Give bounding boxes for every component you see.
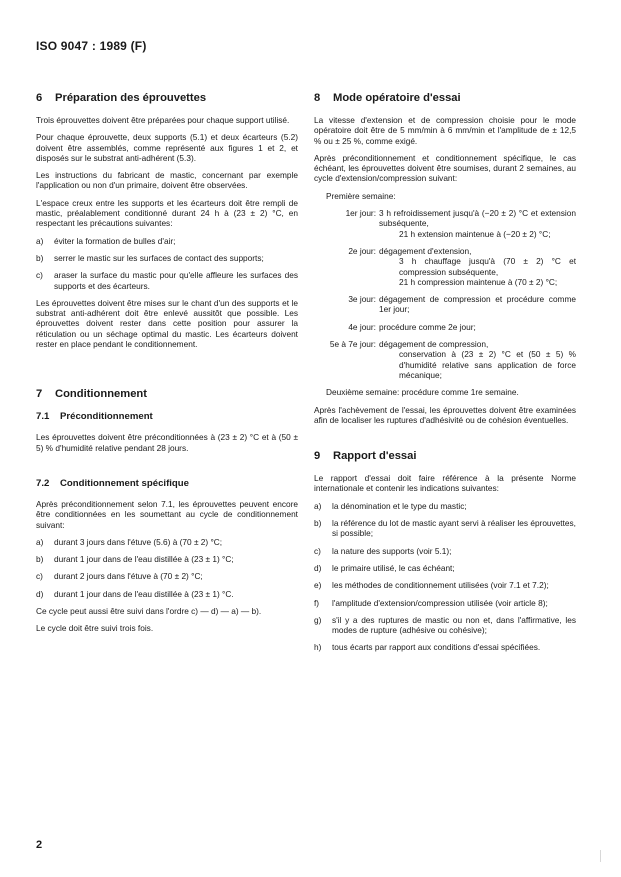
list-item: e) les méthodes de conditionnement utilisées (voir 7.1 et 7.2); — [314, 580, 549, 591]
list-item: d) durant 1 jour dans de l'eau distillée à (23 ± 1) °C. — [36, 588, 234, 599]
paragraph: Ce cycle peut aussi être suivi dans l'ordre c) — d) — a) — b). — [36, 606, 262, 617]
section-number: 6 — [36, 92, 43, 104]
section-number: 9 — [314, 450, 321, 463]
cycle-day: 5e à 7e jour: dégagement de compression, conservation à (23 ± 2) °C et (50 ± 5) % d'humidité relative sans application de force mécanique; — [314, 339, 576, 380]
section-6-heading — [36, 92, 298, 105]
paragraph: Les éprouvettes doivent être mises sur le chant d'un des supports et le substrat anti-adhérent doit être enlevé aussitôt que possible. Les éprouvettes doivent rester dans cette position pour assurer la réticulation ou un séchage optimal du mastic. Les écarteurs doivent rester en place pendant le conditionnement. — [36, 297, 298, 350]
cycle-day: 4e jour: procédure comme 2e jour; — [314, 322, 576, 332]
section-title: Conditionnement — [55, 388, 147, 401]
section-title: Rapport d'essai — [333, 450, 417, 463]
list-item: a) la dénomination et le type du mastic; — [314, 500, 467, 511]
list-item: b) serrer le mastic sur les surfaces de contact des supports; — [36, 252, 264, 263]
list-item: b) durant 1 jour dans de l'eau distillée à (23 ± 1) °C; — [36, 554, 234, 565]
cycle-day: 2e jour: dégagement d'extension, 3 h chauffage jusqu'à (70 ± 2) °C et compression subséquente, 21 h compression maintenue à (70 ± 2) °C; — [314, 246, 576, 287]
paragraph: Le rapport d'essai doit faire référence à la présente Norme internationale et contenir les indications suivantes: — [314, 473, 576, 494]
section-title: Préparation des éprouvettes — [55, 92, 207, 104]
list-item: a) durant 3 jours dans l'étuve (5.6) à (70 ± 2) °C; — [36, 536, 223, 547]
list-item: b) la référence du lot de mastic ayant servi à réaliser les éprouvettes, si possible; — [314, 518, 576, 539]
paragraph: Les éprouvettes doivent être préconditionnées à (23 ± 2) °C et à (50 ± 5) % d'humidité relative pendant 28 jours. — [36, 432, 298, 453]
page-number: 2 — [36, 839, 43, 851]
section-number: 8 — [314, 92, 321, 104]
list-item: a) éviter la formation de bulles d'air; — [36, 235, 176, 246]
list-item: f) l'amplitude d'extension/compression utilisée (voir article 8); — [314, 597, 548, 608]
list-item: d) le primaire utilisé, le cas échéant; — [314, 562, 455, 573]
section-number: 7 — [36, 388, 43, 401]
paragraph: Le cycle doit être suivi trois fois. — [36, 623, 154, 634]
list-item: c) araser la surface du mastic pour qu'elle affleure les surfaces des supports et des écarteurs. — [36, 270, 298, 291]
week-heading: Deuxième semaine: procédure comme 1re semaine. — [326, 387, 519, 398]
scan-mark — [600, 850, 601, 862]
paragraph: L'espace creux entre les supports et les écarteurs doit être rempli de mastic, préalablement conditionné durant 24 h à (23 ± 2) °C, en respectant les précautions suivantes: — [36, 197, 298, 229]
subsection-7-1-heading — [36, 411, 298, 423]
day-label: 3e jour: — [348, 294, 376, 305]
section-title: Mode opératoire d'essai — [333, 92, 461, 104]
left-column — [36, 92, 298, 641]
day-label: 4e jour: — [348, 321, 376, 332]
subsection-title: Préconditionnement — [60, 411, 153, 423]
subsection-7-2-heading — [36, 478, 298, 490]
list-item: h) tous écarts par rapport aux conditions d'essai spécifiées. — [314, 642, 541, 653]
section-8-heading — [314, 92, 576, 105]
cycle-day: 1er jour: 3 h refroidissement jusqu'à (−20 ± 2) °C et extension subséquente, 21 h extension maintenue à (−20 ± 2) °C; — [314, 208, 576, 239]
day-label: 5e à 7e jour: — [329, 339, 376, 350]
paragraph: Les instructions du fabricant de mastic, concernant par exemple l'application ou non d'un primaire, doivent être observées. — [36, 170, 298, 191]
paragraph: Après préconditionnement selon 7.1, les éprouvettes peuvent encore être conditionnées en les soumettant au cycle de conditionnement suivant: — [36, 498, 298, 530]
cycle-day: 3e jour: dégagement de compression et procédure comme 1er jour; — [314, 294, 576, 315]
list-item: g) s'il y a des ruptures de mastic ou non et, dans l'affirmative, les modes de rupture (adhésive ou cohésive); — [314, 614, 576, 636]
week-heading: Première semaine: — [326, 190, 396, 201]
list-item: c) la nature des supports (voir 5.1); — [314, 545, 452, 556]
paragraph: Après l'achèvement de l'essai, les éprouvettes doivent être examinées afin de localiser les ruptures d'adhésivité ou de cohésion éventuelles. — [314, 404, 576, 425]
paragraph: La vitesse d'extension et de compression choisie pour le mode opératoire doit être de 5 mm/min à 6 mm/min et l'amplitude de ± 12,5 % ou ± 25 %, comme exigé. — [314, 115, 576, 146]
day-label: 1er jour: — [345, 208, 376, 219]
right-column — [314, 92, 576, 660]
day-label: 2e jour: — [348, 245, 376, 256]
paragraph: Trois éprouvettes doivent être préparées pour chaque support utilisé. — [36, 115, 290, 125]
subsection-number: 7.1 — [36, 411, 50, 423]
paragraph: Pour chaque éprouvette, deux supports (5.1) et deux écarteurs (5.2) doivent être assemblés, comme représenté aux figures 1 et 2, et disposés sur le substrat anti-adhérent (5.3). — [36, 132, 298, 163]
paragraph: Après préconditionnement et conditionnement spécifique, le cas échéant, les éprouvettes doivent être soumises, durant 2 semaines, au cycle d'extension/compression suivant: — [314, 152, 576, 184]
section-7-heading — [36, 388, 298, 401]
section-9-heading — [314, 450, 576, 463]
list-item: c) durant 2 jours dans l'étuve à (70 ± 2) °C; — [36, 571, 203, 582]
document-header: ISO 9047 : 1989 (F) — [36, 39, 147, 53]
subsection-number: 7.2 — [36, 477, 50, 489]
subsection-title: Conditionnement spécifique — [60, 477, 189, 489]
